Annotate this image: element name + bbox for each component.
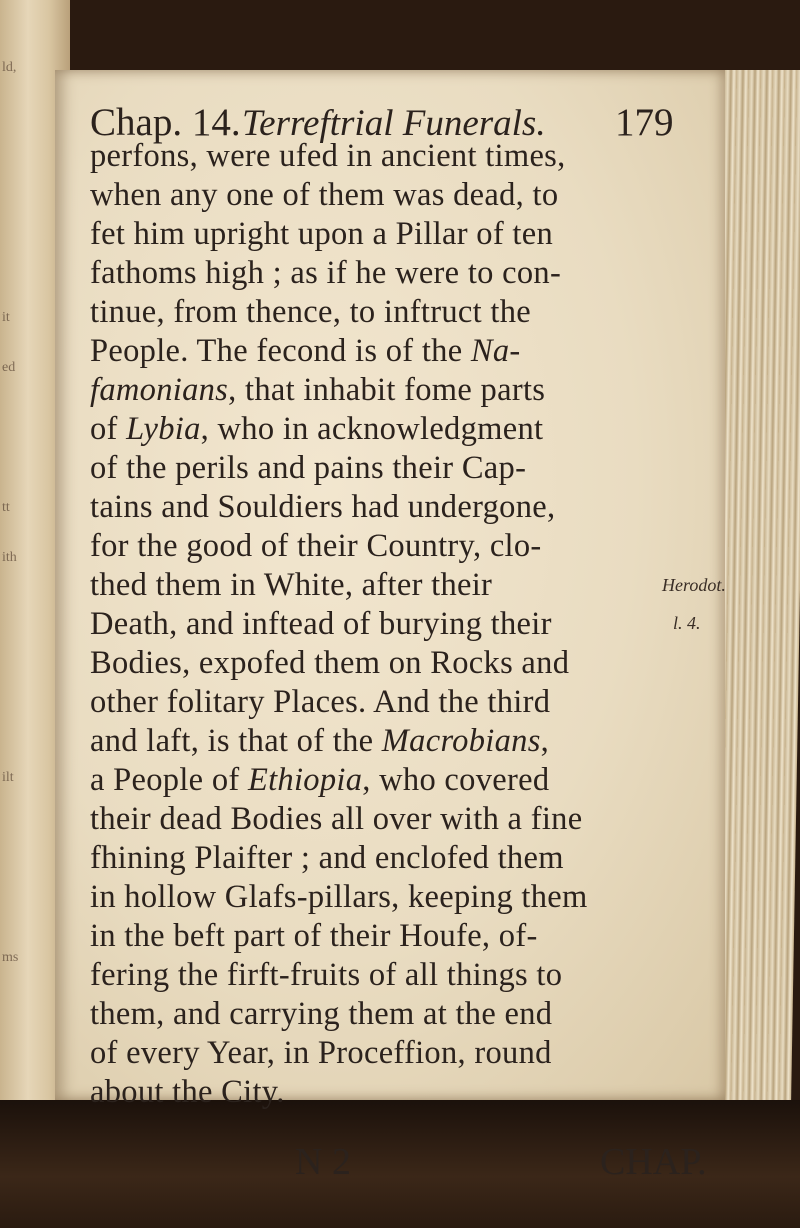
text-line: Bodies, expofed them on Rocks and bbox=[90, 645, 570, 681]
text-line: thed them in White, after their bbox=[90, 567, 493, 603]
text-line: fet him upright upon a Pillar of ten bbox=[90, 216, 554, 252]
text-line: of Lybia, who in acknowledgment bbox=[90, 411, 544, 447]
gutter-fragment: ld, bbox=[2, 60, 17, 75]
text-line: them, and carrying them at the end bbox=[90, 996, 553, 1032]
text-line: tinue, from thence, to inftruct the bbox=[90, 294, 531, 330]
page-text-block bbox=[70, 100, 726, 1183]
text-line: perfons, were ufed in ancient times, bbox=[90, 138, 566, 174]
text-line: their dead Bodies all over with a fine bbox=[90, 801, 583, 837]
text-line: famonians, that inhabit fome parts bbox=[90, 372, 546, 408]
gutter-fragment: it bbox=[2, 310, 10, 325]
text-line: about the City. bbox=[90, 1074, 285, 1110]
catchword: CHAP. bbox=[600, 1141, 707, 1183]
text-line: for the good of their Country, clo- bbox=[90, 528, 542, 564]
text-line: other folitary Places. And the third bbox=[90, 684, 551, 720]
gutter-fragment: ed bbox=[2, 360, 16, 375]
gutter-fragment: ith bbox=[2, 550, 17, 565]
gutter-fragment: tt bbox=[2, 500, 10, 515]
text-line: of the perils and pains their Cap- bbox=[90, 450, 527, 486]
margin-note-book: l. 4. bbox=[673, 613, 701, 633]
gutter-fragment: ms bbox=[2, 950, 19, 965]
text-line: in hollow Glafs-pillars, keeping them bbox=[90, 879, 588, 915]
gutter-fragment: ilt bbox=[2, 770, 14, 785]
text-line: tains and Souldiers had undergone, bbox=[90, 489, 556, 525]
page-number: 179 bbox=[615, 101, 674, 144]
signature-mark: N 2 bbox=[295, 1141, 351, 1183]
text-line: Death, and inftead of burying their bbox=[90, 606, 552, 642]
text-line: fhining Plaifter ; and enclofed them bbox=[90, 840, 564, 876]
chapter-label: Chap. 14. bbox=[90, 101, 241, 144]
text-line: a People of Ethiopia, who covered bbox=[90, 762, 550, 798]
running-title: Terreftrial Funerals. bbox=[242, 103, 546, 144]
text-line: and laft, is that of the Macrobians, bbox=[90, 723, 550, 759]
margin-note-source: Herodot. bbox=[662, 575, 726, 595]
text-line: fering the firft-fruits of all things to bbox=[90, 957, 563, 993]
text-line: in the beft part of their Houfe, of- bbox=[90, 918, 538, 954]
text-line: fathoms high ; as if he were to con- bbox=[90, 255, 562, 291]
text-line: People. The fecond is of the Na- bbox=[90, 333, 521, 369]
text-line: when any one of them was dead, to bbox=[90, 177, 559, 213]
text-line: of every Year, in Proceffion, round bbox=[90, 1035, 552, 1071]
